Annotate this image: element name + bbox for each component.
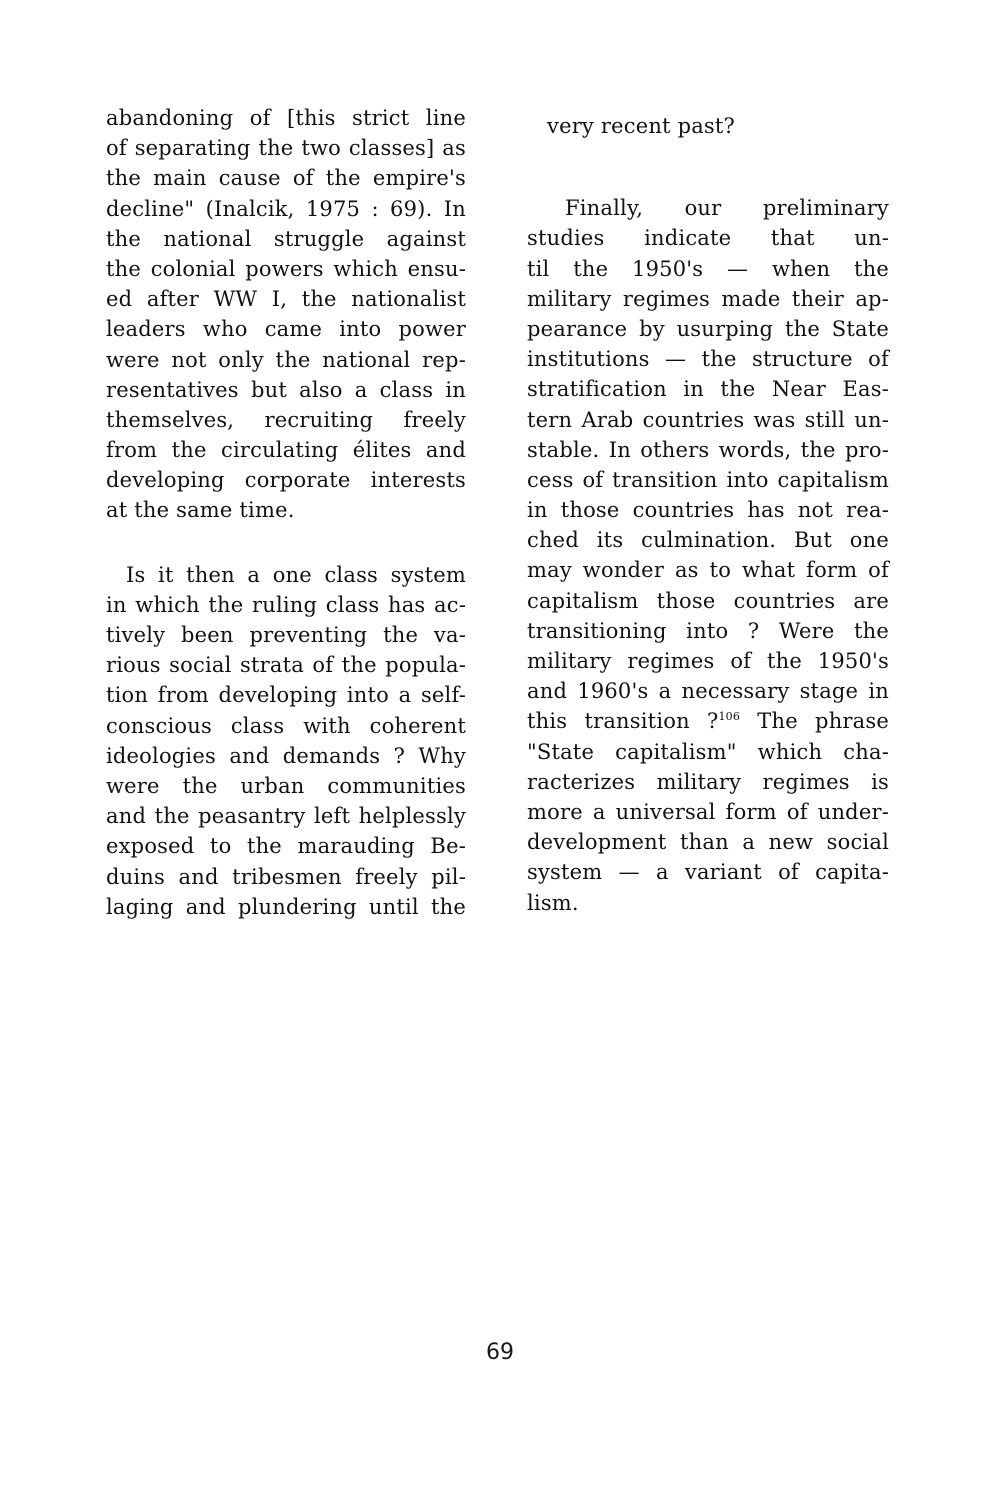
right-paragraph-2	[527, 193, 889, 918]
text-line: were the urban communities	[106, 773, 466, 798]
text-line: were not only the national rep-	[106, 347, 466, 372]
text-line: decline" (Inalcik, 1975 : 69). In	[106, 196, 466, 221]
text-line: development than a new social	[527, 830, 889, 855]
text-line: of separating the two classes] as	[106, 136, 466, 161]
text-line: cess of transition into capitalism	[527, 467, 889, 492]
text-line: Is it then a one class system	[126, 562, 466, 587]
text-line: Finally, our preliminary	[565, 196, 889, 221]
text-line: resentatives but also a class in	[106, 377, 466, 402]
paragraph-gap	[106, 526, 466, 560]
left-paragraph-2	[106, 560, 466, 922]
text-line: in which the ruling class has ac-	[106, 592, 466, 617]
text-line: developing corporate interests	[106, 468, 466, 493]
text-line: transitioning into ? Were the	[527, 618, 889, 643]
right-paragraph-1	[527, 111, 889, 141]
text-line: stable. In others words, the pro-	[527, 437, 889, 462]
text-fragment: this transition ?	[527, 709, 719, 734]
text-line: til the 1950's — when the	[527, 256, 889, 281]
text-line: the national struggle against	[106, 226, 466, 251]
text-line: may wonder as to what form of	[527, 558, 889, 583]
text-line: duins and tribesmen freely pil-	[106, 864, 466, 889]
text-line: leaders who came into power	[106, 317, 466, 342]
text-line: more a universal form of under-	[527, 799, 889, 824]
text-line: stratification in the Near Eas-	[527, 377, 889, 402]
text-line: the colonial powers which ensu-	[106, 256, 466, 281]
text-line: the main cause of the empire's	[106, 166, 466, 191]
text-line: tively been preventing the va-	[106, 623, 466, 647]
text-line: ed after WW I, the nationalist	[106, 287, 466, 312]
paragraph-gap	[527, 141, 889, 193]
page-number: 69	[486, 1340, 514, 1365]
text-line: very recent past?	[547, 114, 736, 138]
left-paragraph-1	[106, 103, 466, 526]
text-line: system — a variant of capita-	[527, 860, 889, 885]
text-line: exposed to the marauding Be-	[106, 834, 466, 859]
text-line: pearance by usurping the State	[527, 316, 889, 341]
text-line: capitalism those countries are	[527, 588, 889, 613]
right-column	[527, 111, 889, 918]
footnote-reference: 106	[718, 710, 741, 724]
text-line: racterizes military regimes is	[527, 769, 889, 794]
text-line: and 1960's a necessary stage in	[527, 679, 889, 704]
text-line: institutions — the structure of	[527, 347, 889, 372]
text-line: lism.	[527, 890, 579, 915]
footnote-line	[527, 706, 889, 736]
left-column	[106, 103, 466, 922]
text-fragment: The phrase	[757, 709, 889, 734]
text-line: themselves, recruiting freely	[106, 407, 466, 432]
text-line: ideologies and demands ? Why	[106, 743, 466, 768]
text-line: conscious class with coherent	[106, 713, 466, 738]
text-line: abandoning of [this strict line	[106, 106, 466, 130]
text-line: studies indicate that un-	[527, 226, 889, 251]
text-line: tion from developing into a self-	[106, 683, 466, 708]
text-line: rious social strata of the popula-	[106, 653, 466, 678]
text-line: "State capitalism" which cha-	[527, 739, 889, 764]
text-line: tern Arab countries was still un-	[527, 407, 889, 432]
text-line: military regimes of the 1950's	[527, 649, 889, 673]
text-line: in those countries has not rea-	[527, 498, 889, 523]
text-line: and the peasantry left helplessly	[106, 804, 466, 829]
text-line: at the same time.	[106, 498, 295, 523]
text-line: from the circulating élites and	[106, 438, 466, 463]
text-line: laging and plundering until the	[106, 894, 466, 919]
text-line: ched its culmination. But one	[527, 528, 889, 553]
text-line: military regimes made their ap-	[527, 286, 889, 311]
